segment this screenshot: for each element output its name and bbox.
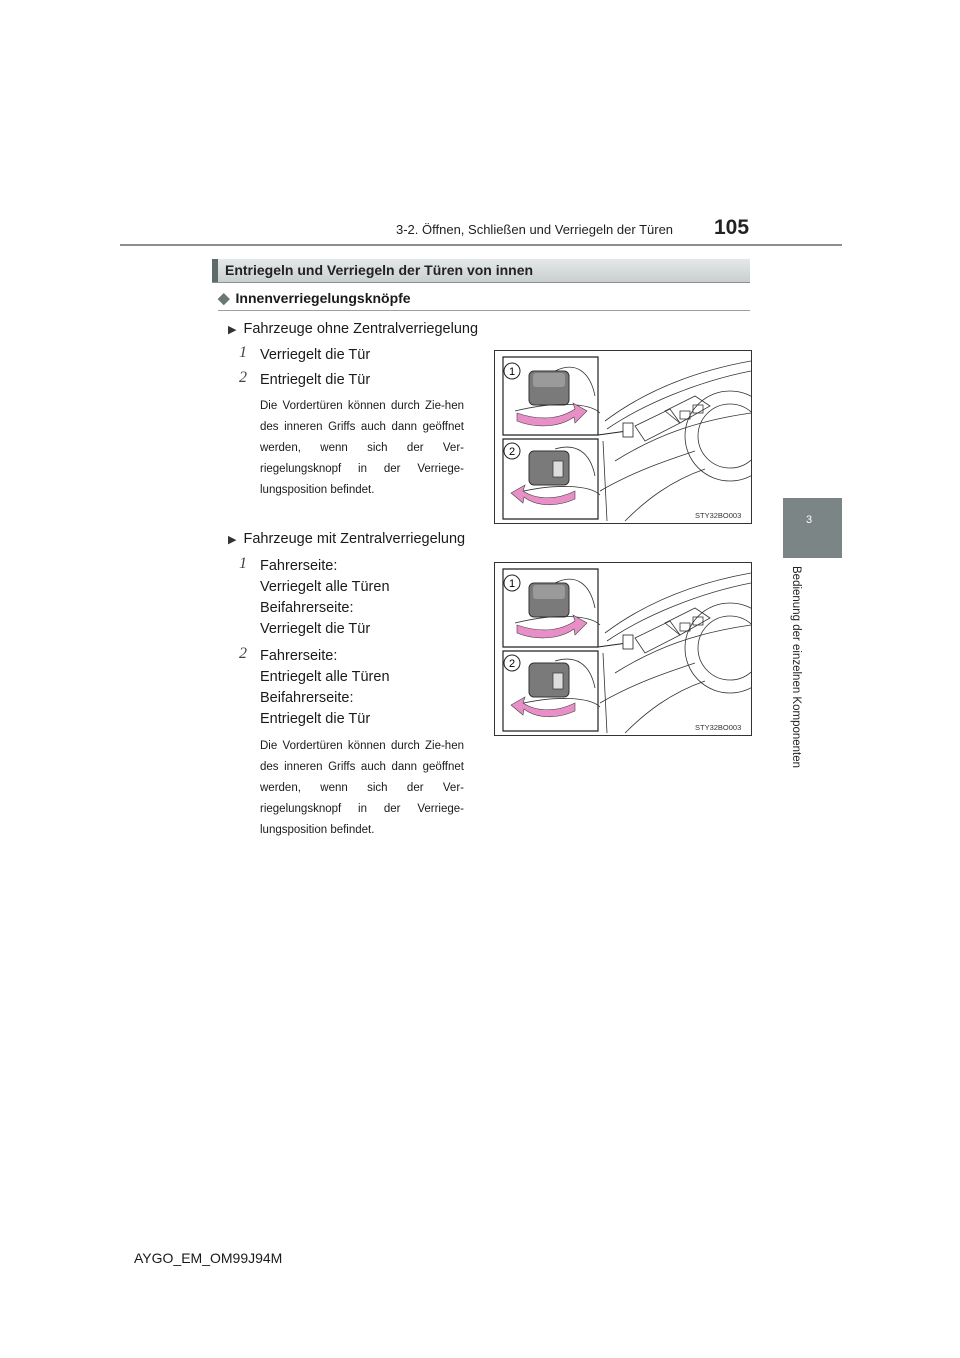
diamond-icon: ◆ xyxy=(218,290,230,307)
case-title: ▶ Fahrzeuge mit Zentralverriegelung xyxy=(228,531,466,547)
page-number: 105 xyxy=(714,216,750,239)
chapter-tab-label: Bedienung der einzelnen Komponenten xyxy=(790,566,802,769)
door-lock-illustration xyxy=(494,350,752,524)
subsection-heading xyxy=(218,289,411,307)
section-header xyxy=(212,259,750,283)
header-rule xyxy=(120,244,842,246)
note-paragraph: Die Vordertüren können durch Zie-hen des inneren Griffs auch dann geöffnet werden, wenn sich der Ver-riegelungsknopf in der Verriege-lungsposition befindet. xyxy=(260,400,464,496)
section-title: Entriegeln und Verriegeln der Türen von innen xyxy=(225,262,534,278)
subsection-title: Innenverriegelungsknöpfe xyxy=(235,290,411,306)
callout-label-1: 1 xyxy=(508,366,516,378)
callout-label-2: 2 xyxy=(508,446,516,458)
callout-label-1: 1 xyxy=(508,578,516,590)
number-1-icon: 1 xyxy=(239,555,247,572)
running-header-title: 3-2. Öffnen, Schließen und Verriegeln der Türen xyxy=(396,222,674,237)
triangle-bullet-icon: ▶ xyxy=(228,324,237,336)
subsection-rule xyxy=(218,310,750,311)
figure-code: STY32BO003 xyxy=(695,511,742,520)
item-text: Fahrerseite: Entriegelt alle Türen Beifahrerseite: Entriegelt die Tür xyxy=(260,648,390,727)
section-marker xyxy=(212,259,218,282)
chapter-tab xyxy=(783,498,842,558)
door-lock-illustration-svg xyxy=(495,351,751,523)
chapter-tab-number: 3 xyxy=(806,514,813,526)
number-2-icon: 2 xyxy=(239,645,247,662)
item-text: Fahrerseite: Verriegelt alle Türen Beifahrerseite: Verriegelt die Tür xyxy=(260,558,390,637)
document-code: AYGO_EM_OM99J94M xyxy=(134,1250,283,1266)
number-2-icon: 2 xyxy=(239,369,247,386)
case-title: ▶ Fahrzeuge ohne Zentralverriegelung xyxy=(228,321,479,337)
callout-label-2: 2 xyxy=(508,658,516,670)
door-lock-illustration xyxy=(494,562,752,736)
note-paragraph: Die Vordertüren können durch Zie-hen des inneren Griffs auch dann geöffnet werden, wenn sich der Ver-riegelungsknopf in der Verriege-lungsposition befindet. xyxy=(260,740,464,836)
figure-code: STY32BO003 xyxy=(695,723,742,732)
item-text: Entriegelt die Tür xyxy=(260,372,371,388)
triangle-bullet-icon: ▶ xyxy=(228,534,237,546)
door-lock-illustration-svg xyxy=(495,563,751,735)
number-1-icon: 1 xyxy=(239,344,247,361)
item-text: Verriegelt die Tür xyxy=(260,347,371,363)
